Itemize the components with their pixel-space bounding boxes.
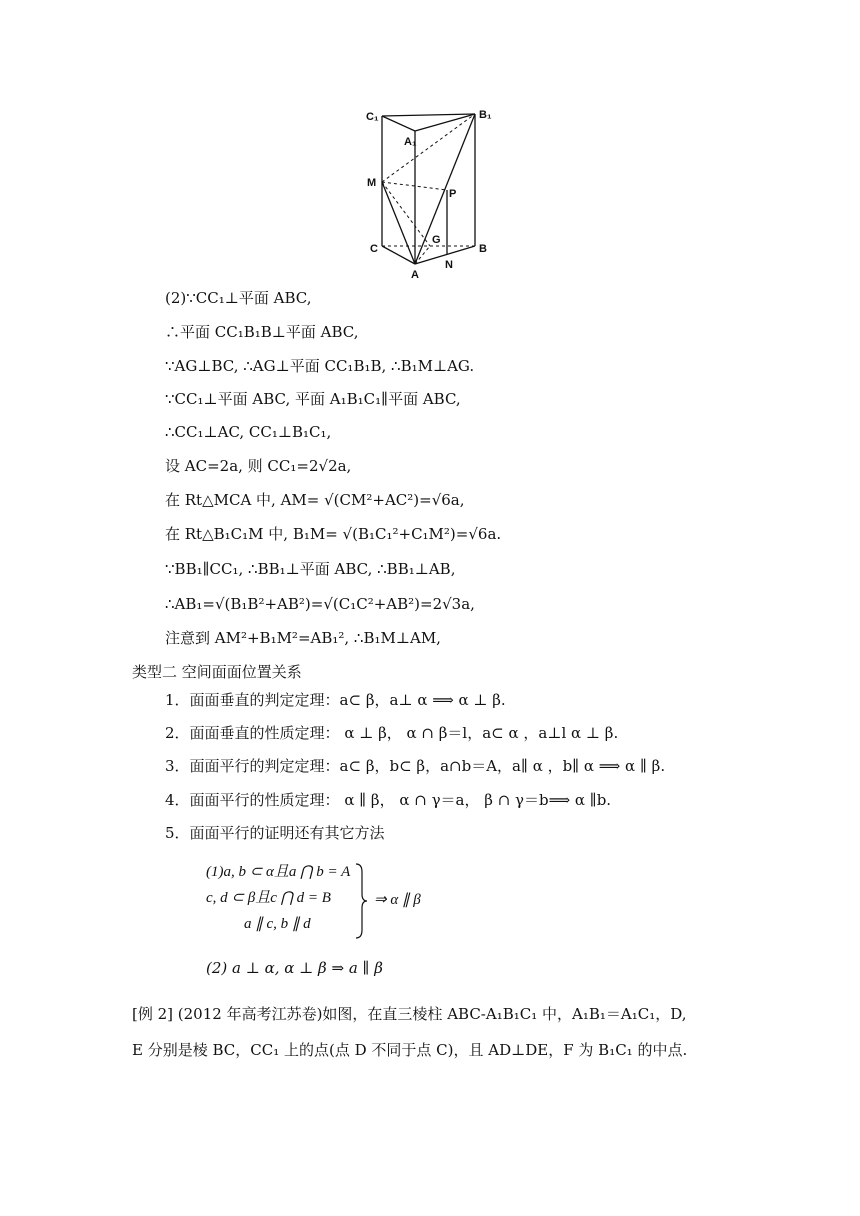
proof-line-7: 在 Rt△MCA 中, AM= √(CM²+AC²)=√6a, <box>165 491 465 509</box>
label-c1: C₁ <box>366 111 379 123</box>
prism-figure <box>360 100 500 288</box>
line-m-a <box>382 182 415 264</box>
theorem-5: 5．面面平行的证明还有其它方法 <box>165 824 385 842</box>
proof-line-3: ∵AG⊥BC, ∴AG⊥平面 CC₁B₁B, ∴B₁M⊥AG. <box>165 357 475 375</box>
section-title: 类型二 空间面面位置关系 <box>132 663 302 681</box>
proof-line-4: ∵CC₁⊥平面 ABC, 平面 A₁B₁C₁∥平面 ABC, <box>165 390 461 408</box>
example-line-1: [例 2] (2012 年高考江苏卷)如图，在直三棱柱 ABC-A₁B₁C₁ 中，A₁B₁＝A₁C₁，D, <box>132 1005 687 1023</box>
proof-line-6: 设 AC=2a, 则 CC₁=2√2a, <box>165 457 352 475</box>
label-a: A <box>411 269 419 281</box>
method-2: (2) a ⊥ α, α ⊥ β ⇒ a ∥ β <box>206 959 383 977</box>
label-b: B <box>479 243 487 255</box>
label-c: C <box>370 243 378 255</box>
label-a1: A₁ <box>404 136 417 148</box>
right-brace-icon <box>354 862 370 940</box>
method-1-row-3: a ∥ c, b ∥ d <box>244 916 311 932</box>
proof-line-2: ∴平面 CC₁B₁B⊥平面 ABC, <box>165 323 359 341</box>
proof-line-10: ∴AB₁=√(B₁B²+AB²)=√(C₁C²+AB²)=2√3a, <box>165 595 475 613</box>
edge-c-a <box>382 246 415 264</box>
method-1-row-1: (1)a, b ⊂ α且a ⋂ b = A <box>206 864 351 880</box>
theorem-2: 2．面面垂直的性质定理： α ⊥ β， α ∩ β＝l，a⊂ α ，a⊥l α ⊥ β. <box>165 724 619 742</box>
proof-line-11: 注意到 AM²+B₁M²=AB₁², ∴B₁M⊥AM, <box>165 629 441 647</box>
prism-diagram <box>360 100 500 288</box>
edge-c1-b1 <box>382 114 475 116</box>
example-line-2: E 分别是棱 BC，CC₁ 上的点(点 D 不同于点 C)，且 AD⊥DE，F 为 B₁C₁ 的中点. <box>132 1041 688 1059</box>
line-a-b1 <box>415 114 475 264</box>
label-m: M <box>367 177 377 189</box>
proof-line-8: 在 Rt△B₁C₁M 中, B₁M= √(B₁C₁²+C₁M²)=√6a. <box>165 525 502 543</box>
line-m-g <box>382 182 430 246</box>
theorem-4: 4．面面平行的性质定理： α ∥ β， α ∩ γ＝a， β ∩ γ＝b⟹ α ∥b. <box>165 791 612 809</box>
label-g: G <box>432 234 441 246</box>
label-n: N <box>445 259 453 271</box>
proof-line-9: ∵BB₁∥CC₁, ∴BB₁⊥平面 ABC, ∴BB₁⊥AB, <box>165 560 456 578</box>
method-1-result: ⇒ α ∥ β <box>374 892 421 908</box>
edge-a1-b1 <box>415 114 475 131</box>
proof-line-5: ∴CC₁⊥AC, CC₁⊥B₁C₁, <box>165 423 332 441</box>
theorem-1: 1．面面垂直的判定定理：a⊂ β，a⊥ α ⟹ α ⊥ β. <box>165 691 506 709</box>
method-1-block <box>206 862 456 940</box>
edge-c1-a1 <box>382 116 415 131</box>
label-p: P <box>449 188 457 200</box>
proof-line-1: (2)∵CC₁⊥平面 ABC, <box>165 289 312 307</box>
method-1-row-2: c, d ⊂ β且c ⋂ d = B <box>206 890 331 906</box>
theorem-3: 3．面面平行的判定定理：a⊂ β，b⊂ β，a∩b＝A，a∥ α ，b∥ α ⟹ α ∥ β. <box>165 757 666 775</box>
label-b1: B₁ <box>479 109 492 121</box>
